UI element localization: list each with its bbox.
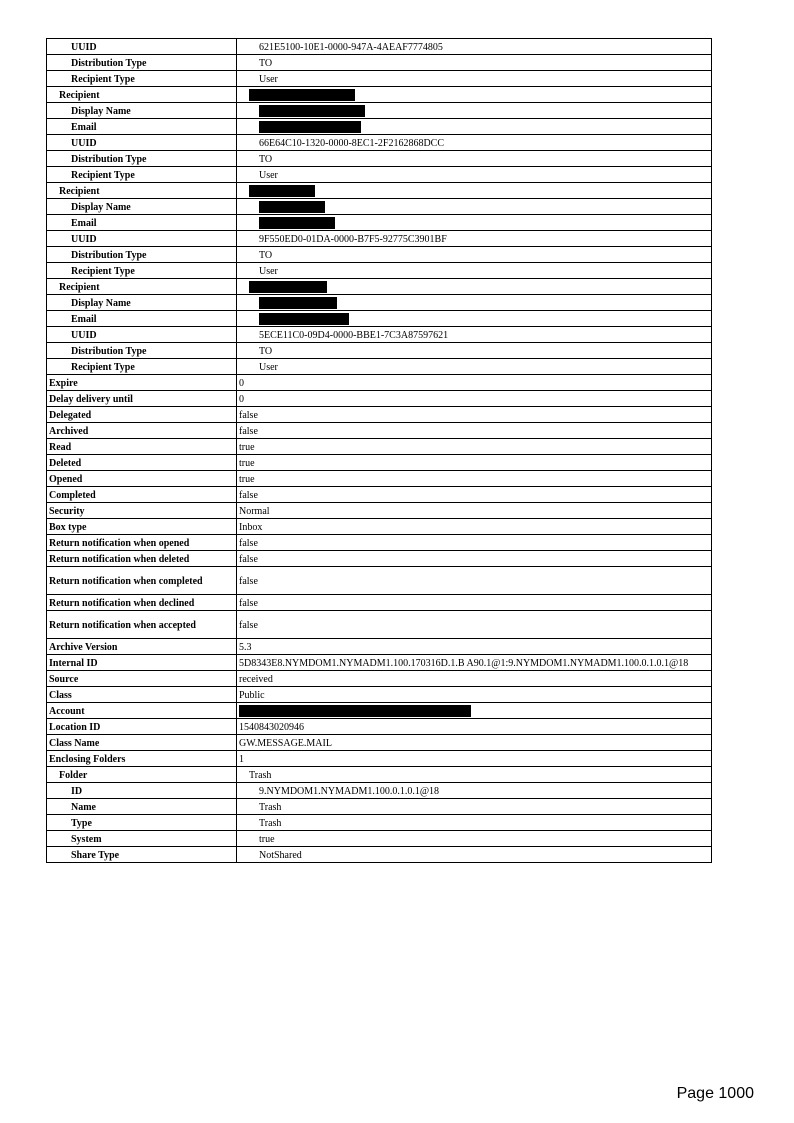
property-key: Enclosing Folders [47, 751, 237, 767]
property-row [47, 847, 712, 863]
redacted-value [237, 87, 712, 103]
property-row [47, 247, 712, 263]
property-key: Recipient Type [47, 359, 237, 375]
property-row [47, 295, 712, 311]
property-row [47, 167, 712, 183]
property-value: true [237, 439, 712, 455]
property-row [47, 87, 712, 103]
property-key: Return notification when declined [47, 595, 237, 611]
property-row [47, 487, 712, 503]
redaction-bar [259, 201, 325, 213]
property-value: TO [237, 343, 712, 359]
property-value: true [237, 831, 712, 847]
property-key: Display Name [47, 295, 237, 311]
property-value: Trash [237, 767, 712, 783]
property-row [47, 279, 712, 295]
property-key: Distribution Type [47, 55, 237, 71]
property-key: Delegated [47, 407, 237, 423]
property-value: 5D8343E8.NYMDOM1.NYMADM1.100.170316D.1.B A90.1@1:9.NYMDOM1.NYMADM1.100.0.1.0.1@18 [237, 655, 712, 671]
property-row [47, 39, 712, 55]
property-value: 621E5100-10E1-0000-947A-4AEAF7774805 [237, 39, 712, 55]
property-row [47, 119, 712, 135]
property-value: Public [237, 687, 712, 703]
redaction-bar [239, 705, 471, 717]
redacted-value [237, 279, 712, 295]
property-key: Deleted [47, 455, 237, 471]
property-key: Delay delivery until [47, 391, 237, 407]
property-key: Archived [47, 423, 237, 439]
property-key: Opened [47, 471, 237, 487]
property-key: Email [47, 119, 237, 135]
property-value: User [237, 359, 712, 375]
property-row [47, 639, 712, 655]
property-value: GW.MESSAGE.MAIL [237, 735, 712, 751]
property-value: false [237, 407, 712, 423]
property-key: Return notification when completed [47, 567, 237, 595]
page-number: Page 1000 [676, 1085, 754, 1102]
property-key: Distribution Type [47, 247, 237, 263]
redaction-bar [259, 297, 337, 309]
redacted-value [237, 183, 712, 199]
property-row [47, 611, 712, 639]
property-key: Return notification when accepted [47, 611, 237, 639]
redacted-value [237, 103, 712, 119]
property-row [47, 183, 712, 199]
property-key: Distribution Type [47, 151, 237, 167]
property-key: System [47, 831, 237, 847]
property-row [47, 535, 712, 551]
property-value: false [237, 611, 712, 639]
property-value: Normal [237, 503, 712, 519]
property-row [47, 327, 712, 343]
property-row [47, 471, 712, 487]
property-key: Class [47, 687, 237, 703]
property-key: Name [47, 799, 237, 815]
property-value: false [237, 535, 712, 551]
property-key: Return notification when deleted [47, 551, 237, 567]
property-value: 1 [237, 751, 712, 767]
property-row [47, 671, 712, 687]
property-row [47, 595, 712, 611]
property-value: 0 [237, 375, 712, 391]
property-value: TO [237, 247, 712, 263]
property-key: Security [47, 503, 237, 519]
property-key: Display Name [47, 103, 237, 119]
property-key: Recipient Type [47, 71, 237, 87]
property-row [47, 359, 712, 375]
property-value: 9F550ED0-01DA-0000-B7F5-92775C3901BF [237, 231, 712, 247]
property-row [47, 703, 712, 719]
property-row [47, 343, 712, 359]
property-row [47, 135, 712, 151]
property-key: Email [47, 215, 237, 231]
property-value: User [237, 167, 712, 183]
property-row [47, 103, 712, 119]
property-row [47, 263, 712, 279]
property-row [47, 231, 712, 247]
property-value: User [237, 263, 712, 279]
redacted-value [237, 311, 712, 327]
property-value: false [237, 551, 712, 567]
property-key: Completed [47, 487, 237, 503]
property-row [47, 799, 712, 815]
property-key: Return notification when opened [47, 535, 237, 551]
property-value: 5ECE11C0-09D4-0000-BBE1-7C3A87597621 [237, 327, 712, 343]
property-row [47, 455, 712, 471]
properties-table-body [47, 39, 712, 863]
property-key: UUID [47, 39, 237, 55]
property-value: Trash [237, 815, 712, 831]
property-key: Read [47, 439, 237, 455]
property-value: NotShared [237, 847, 712, 863]
property-row [47, 751, 712, 767]
property-row [47, 567, 712, 595]
redacted-value [237, 703, 712, 719]
property-value: TO [237, 55, 712, 71]
property-key: Recipient [47, 279, 237, 295]
property-row [47, 71, 712, 87]
property-value: false [237, 567, 712, 595]
property-row [47, 503, 712, 519]
property-value: false [237, 595, 712, 611]
redaction-bar [259, 121, 361, 133]
property-row [47, 831, 712, 847]
property-row [47, 735, 712, 751]
property-value: User [237, 71, 712, 87]
property-row [47, 815, 712, 831]
property-key: UUID [47, 231, 237, 247]
property-key: Recipient [47, 87, 237, 103]
property-key: UUID [47, 135, 237, 151]
property-value: false [237, 423, 712, 439]
property-value: 66E64C10-1320-0000-8EC1-2F2162868DCC [237, 135, 712, 151]
property-value: true [237, 471, 712, 487]
property-row [47, 55, 712, 71]
property-key: Internal ID [47, 655, 237, 671]
property-value: Inbox [237, 519, 712, 535]
property-key: Share Type [47, 847, 237, 863]
property-key: Recipient [47, 183, 237, 199]
property-value: TO [237, 151, 712, 167]
property-key: ID [47, 783, 237, 799]
property-row [47, 391, 712, 407]
property-row [47, 151, 712, 167]
redaction-bar [259, 217, 335, 229]
property-value: received [237, 671, 712, 687]
property-key: Source [47, 671, 237, 687]
property-value: 0 [237, 391, 712, 407]
property-value: false [237, 487, 712, 503]
property-row [47, 783, 712, 799]
properties-table [46, 38, 712, 863]
property-row [47, 215, 712, 231]
property-row [47, 199, 712, 215]
property-key: Box type [47, 519, 237, 535]
property-row [47, 551, 712, 567]
redacted-value [237, 295, 712, 311]
property-value: 5.3 [237, 639, 712, 655]
property-key: Type [47, 815, 237, 831]
redacted-value [237, 119, 712, 135]
property-row [47, 687, 712, 703]
property-value: 1540843020946 [237, 719, 712, 735]
property-row [47, 423, 712, 439]
property-key: Archive Version [47, 639, 237, 655]
property-value: 9.NYMDOM1.NYMADM1.100.0.1.0.1@18 [237, 783, 712, 799]
property-key: Distribution Type [47, 343, 237, 359]
property-row [47, 655, 712, 671]
property-row [47, 407, 712, 423]
property-key: Folder [47, 767, 237, 783]
property-value: true [237, 455, 712, 471]
property-key: Class Name [47, 735, 237, 751]
property-key: Recipient Type [47, 263, 237, 279]
redaction-bar [249, 281, 327, 293]
property-row [47, 375, 712, 391]
redacted-value [237, 199, 712, 215]
property-row [47, 519, 712, 535]
property-key: Location ID [47, 719, 237, 735]
property-key: UUID [47, 327, 237, 343]
property-key: Email [47, 311, 237, 327]
property-key: Display Name [47, 199, 237, 215]
property-key: Expire [47, 375, 237, 391]
redacted-value [237, 215, 712, 231]
property-row [47, 311, 712, 327]
property-row [47, 719, 712, 735]
property-row [47, 767, 712, 783]
redaction-bar [249, 185, 315, 197]
redaction-bar [259, 105, 365, 117]
property-key: Account [47, 703, 237, 719]
property-row [47, 439, 712, 455]
property-value: Trash [237, 799, 712, 815]
property-key: Recipient Type [47, 167, 237, 183]
redaction-bar [259, 313, 349, 325]
redaction-bar [249, 89, 355, 101]
